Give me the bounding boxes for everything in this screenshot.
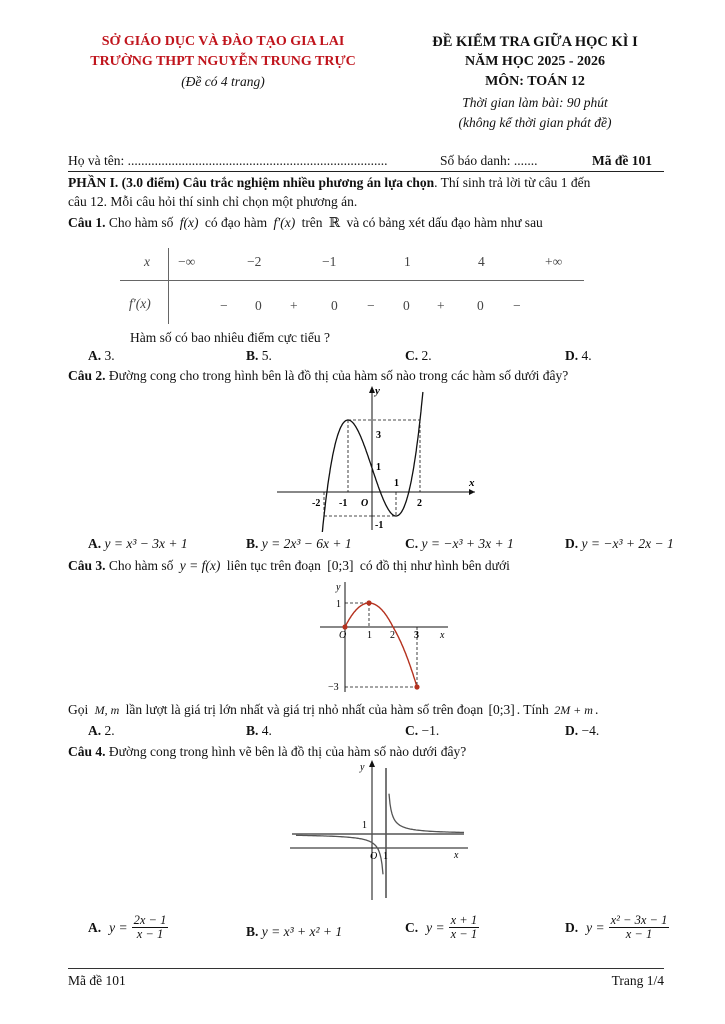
q2-tick: O [361, 498, 369, 509]
q2-tick: 3 [376, 430, 381, 441]
school-year: NĂM HỌC 2025 - 2026 [465, 54, 605, 69]
fraction: $\frac{2x - 1}{x - 1}$ [133, 913, 167, 942]
q3-tick: 3 [414, 630, 419, 641]
q3-y-label: y [336, 582, 341, 593]
q3-text2 [68, 702, 598, 718]
exam-code: Mã đề 101 [592, 153, 652, 168]
part1-heading [68, 175, 590, 191]
page-count: (Đề có 4 trang) [181, 74, 265, 89]
q4-curve-right [389, 794, 464, 833]
q4-option-d[interactable]: D. y = $\frac{\text{x² − 3x − 1}}{x - 1}$ [565, 913, 668, 942]
sign-cell: 0 [331, 298, 338, 313]
time-note: (không kể thời gian phát đề) [458, 115, 612, 130]
table-fp-label: f′(x) [129, 296, 151, 311]
x-value: 4 [478, 254, 485, 269]
q3-text2-c: . Tính [516, 702, 549, 717]
time-limit: Thời gian làm bài: 90 phút [462, 95, 608, 110]
q1-R: ℝ [328, 215, 341, 230]
q3-expr: 2M + m [554, 703, 593, 717]
q4-graph [288, 758, 478, 904]
q3-curve [345, 603, 417, 687]
student-id-field: Số báo danh: ....... [440, 153, 538, 168]
student-name-field: Họ và tên: ............................................................................. [68, 153, 388, 168]
part1-text2: câu 12. Mỗi câu hỏi thí sinh chỉ chọn một phương án. [68, 194, 358, 209]
q3-interval2: [0;3] [488, 702, 515, 717]
q3-tick: 2 [390, 630, 395, 641]
q1-text [68, 215, 543, 231]
q1-option-c[interactable]: C. 2. [405, 348, 432, 363]
subject: MÔN: TOÁN 12 [485, 74, 585, 89]
q2-y-label: y [375, 385, 380, 397]
x-value: −2 [247, 254, 262, 269]
q1-question: Hàm số có bao nhiêu điểm cực tiểu ? [130, 330, 331, 345]
q3-text2-b: lần lượt là giá trị lớn nhất và giá trị nhỏ nhất của hàm số trên đoạn [125, 702, 484, 717]
header-divider [68, 171, 664, 172]
q1-text-c: trên [301, 215, 323, 230]
q3-option-a[interactable]: A. 2. [88, 723, 115, 738]
q2-x-label: x [469, 477, 475, 489]
fraction: $\frac{x + 1}{x - 1}$ [450, 913, 478, 942]
q3-option-b[interactable]: B. 4. [246, 723, 272, 738]
school-name: TRƯỜNG THPT NGUYỄN TRUNG TRỰC [90, 54, 356, 69]
q1-fpx: f′(x) [273, 215, 296, 230]
q3-text [68, 558, 510, 574]
q3-point-origin [342, 624, 347, 629]
sign-cell: − [367, 298, 375, 313]
q4-option-c[interactable]: C. y = $\frac{x + 1}{x - 1}$ [405, 913, 478, 942]
exam-title: ĐỀ KIỂM TRA GIỮA HỌC KÌ I [432, 34, 638, 50]
q1-option-b[interactable]: B. 5. [246, 348, 272, 363]
q1-text-d: và có bảng xét dấu đạo hàm như sau [346, 215, 543, 230]
q1-option-d[interactable]: D. 4. [565, 348, 592, 363]
q4-y-arrow [369, 760, 375, 767]
q4-tick: 1 [362, 820, 367, 831]
q1-text-a: Cho hàm số [108, 215, 174, 230]
q3-text-c: có đồ thị như hình bên dưới [359, 558, 510, 573]
sign-cell: − [513, 298, 521, 313]
sign-cell: − [220, 298, 228, 313]
q1-text-b: có đạo hàm [204, 215, 268, 230]
q3-graph [318, 578, 458, 696]
footer-divider [68, 968, 664, 969]
q4-tick: 1 [383, 851, 388, 862]
q1-fx: f(x) [179, 215, 199, 230]
x-value: 1 [404, 254, 411, 269]
q2-tick: 2 [417, 498, 422, 509]
footer-code: Mã đề 101 [68, 973, 126, 988]
q4-option-a[interactable]: A. y = $\frac{2x - 1}{x - 1}$ [88, 913, 167, 942]
q2-option-a[interactable]: A. y = x³ − 3x + 1 [88, 536, 188, 551]
q3-label: Câu 3. [68, 558, 106, 573]
q2-tick: 1 [376, 462, 381, 473]
footer-page: Trang 1/4 [611, 973, 664, 988]
q3-tick: −3 [328, 682, 339, 693]
x-value: −1 [322, 254, 337, 269]
q2-tick: -1 [375, 520, 384, 531]
q3-point-max [366, 600, 371, 605]
department-name: SỞ GIÁO DỤC VÀ ĐÀO TẠO GIA LAI [101, 34, 345, 49]
q3-tick: O [339, 630, 347, 641]
sign-cell: + [290, 298, 298, 313]
x-value: +∞ [545, 254, 563, 269]
sign-cell: + [437, 298, 445, 313]
q2-tick: 1 [394, 478, 399, 489]
fraction: $\frac{\text{x² − 3x − 1}}{x - 1}$ [610, 913, 668, 942]
q3-Mm: M, m [94, 703, 120, 717]
q3-tick: 1 [336, 599, 341, 610]
part1-text1: . Thí sinh trả lời từ câu 1 đến [434, 175, 591, 190]
q3-interval: [0;3] [327, 558, 354, 573]
q4-y-label: y [360, 762, 365, 773]
q3-tick: 1 [367, 630, 372, 641]
q2-tick: -2 [312, 498, 321, 509]
q4-option-b[interactable]: B. y = x³ + x² + 1 [246, 924, 343, 939]
table-x-label: x [144, 254, 150, 269]
q1-option-a[interactable]: A. 3. [88, 348, 115, 363]
x-value: −∞ [178, 254, 196, 269]
q3-text-a: Cho hàm số [108, 558, 174, 573]
q1-sign-table [120, 242, 590, 328]
q2-x-arrow [469, 489, 475, 495]
q2-graph [275, 382, 480, 532]
q2-option-c[interactable]: C. y = −x³ + 3x + 1 [405, 536, 514, 551]
table-col-divider [168, 248, 169, 324]
q2-body: Đường cong cho trong hình bên là đồ thị của hàm số nào trong các hàm số dưới đây? [108, 368, 569, 383]
q3-text2-a: Gọi [68, 702, 89, 717]
q2-option-b[interactable]: B. y = 2x³ − 6x + 1 [246, 536, 352, 551]
q2-label: Câu 2. [68, 368, 106, 383]
q3-point-min [414, 684, 419, 689]
sign-cell: 0 [477, 298, 484, 313]
part1-title: PHẦN I. (3.0 điểm) Câu trắc nghiệm nhiều phương án lựa chọn [68, 175, 435, 190]
q4-label: Câu 4. [68, 744, 106, 759]
q2-tick: -1 [339, 498, 348, 509]
q3-text2-d: . [594, 702, 599, 717]
q4-body: Đường cong trong hình vẽ bên là đồ thị của hàm số nào dưới đây? [108, 744, 467, 759]
sign-cell: 0 [403, 298, 410, 313]
q2-option-d[interactable]: D. y = −x³ + 2x − 1 [565, 536, 674, 551]
q4-x-label: x [454, 850, 459, 861]
q1-label: Câu 1. [68, 215, 106, 230]
table-row-divider [120, 280, 584, 281]
q3-text-b: liên tục trên đoạn [226, 558, 321, 573]
q3-option-d[interactable]: D. −4. [565, 723, 600, 738]
q3-fx: y = f(x) [179, 558, 221, 573]
sign-cell: 0 [255, 298, 262, 313]
q3-x-label: x [440, 630, 445, 641]
q3-option-c[interactable]: C. −1. [405, 723, 440, 738]
q4-tick: O [370, 851, 378, 862]
